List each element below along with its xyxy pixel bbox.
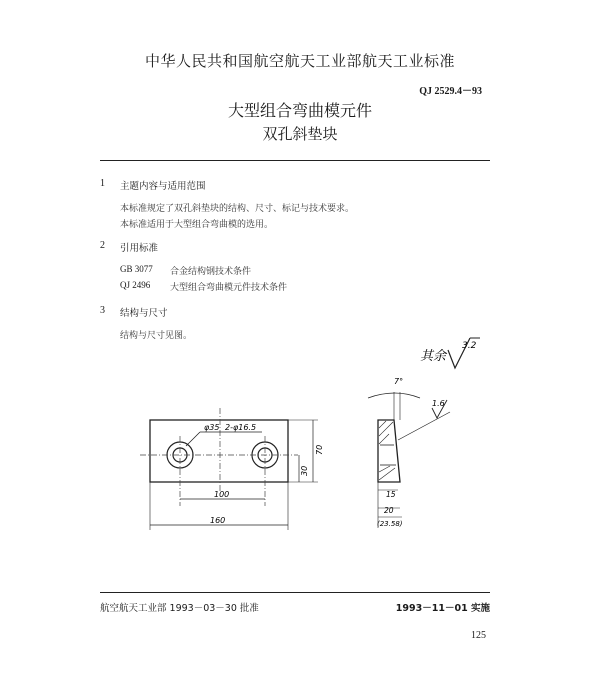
effective-date: 1993－11－01 实施 (395, 603, 490, 614)
page-number: 125 (471, 630, 486, 641)
dim-length: 160 (210, 516, 226, 525)
dim-center-height: 30 (300, 465, 309, 476)
section-number: 2 (100, 240, 105, 251)
dim-hole-spec: 2-φ16.5 (225, 423, 257, 432)
reference-name: 合金结构钢技术条件 (170, 267, 252, 277)
section-hatch (379, 421, 395, 480)
reference-name: 大型组合弯曲模元件技术条件 (170, 283, 288, 293)
footer-rule (100, 592, 490, 593)
dim-angle: 7° (394, 377, 404, 386)
dim-hole-spacing: 100 (214, 490, 230, 499)
dim-bore-dia: φ35 (204, 423, 220, 432)
paragraph: 结构与尺寸见图。 (120, 331, 193, 341)
section-number: 3 (100, 305, 105, 316)
standard-code: QJ 2529.4－93 (419, 86, 482, 97)
dim-height: 70 (315, 444, 324, 455)
approval-note: 航空航天工业部 1993－03－30 批准 (100, 603, 259, 614)
section-title: 主题内容与适用范围 (120, 181, 206, 192)
roughness-main-value: 3.2 (462, 341, 477, 351)
dim-side-20: 20 (384, 506, 394, 515)
document-subtitle: 双孔斜垫块 (262, 125, 338, 143)
reference-code: GB 3077 (120, 264, 153, 274)
leader-line (186, 432, 200, 446)
roughness-face-value: 1.6 (432, 399, 445, 408)
dim-side-thickness: (23.58) (377, 520, 403, 528)
document-title: 大型组合弯曲模元件 (227, 101, 372, 120)
issuing-organization: 中华人民共和国航空航天工业部航天工业标准 (144, 52, 455, 70)
section-title: 引用标准 (120, 243, 159, 254)
paragraph: 本标准适用于大型组合弯曲模的选用。 (120, 220, 274, 230)
leader-line (398, 412, 450, 440)
section-number: 1 (100, 178, 105, 189)
paragraph: 本标准规定了双孔斜垫块的结构、尺寸、标记与技术要求。 (120, 204, 355, 214)
section-title: 结构与尺寸 (120, 308, 168, 319)
dim-side-15: 15 (386, 490, 396, 499)
surface-note: 其余 (420, 349, 447, 364)
reference-code: QJ 2496 (120, 280, 151, 290)
